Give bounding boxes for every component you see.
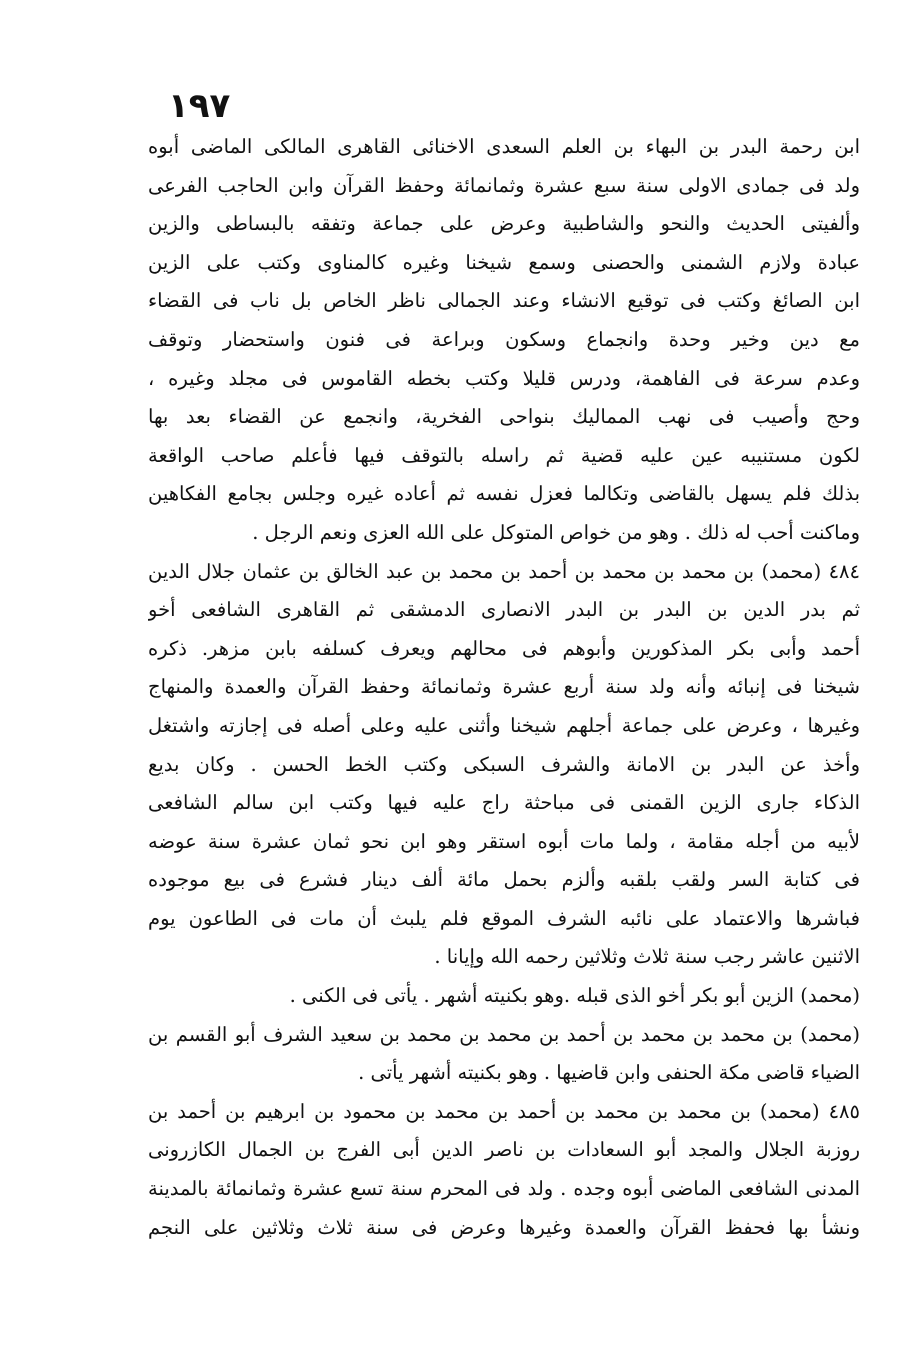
text-line: ونشأ بها فحفظ القرآن والعمدة وغيرها وعرض فى سنة ثلاث وثلاثين على النجم [148,1215,860,1239]
text-line: روزبة الجلال والمجد أبو السعادات بن ناصر الدين أبى الفرج بن الجمال الكازرونى [148,1138,860,1162]
page-number: ١٩٧ [168,86,231,126]
text-line: وغيرها ، وعرض على جماعة أجلهم شيخنا وأثنى عليه وعلى أصله فى إجازته واشتغل [148,713,860,737]
text-line: لأبيه من أجله مقامة ، ولما مات أبوه استقر وهو ابن نحو ثمان عشرة سنة عوضه [148,829,860,853]
text-line: الاثنين عاشر رجب سنة ثلاث وثلاثين رحمه الله وإيانا . [434,945,860,969]
text-line: فباشرها والاعتماد على نائبه الشرف الموقع فلم يلبث أن مات فى الطاعون يوم [148,906,860,930]
text-line: فى كتابة السر ولقب بلقبه وألزم بحمل مائة ألف دينار فشرع فى بيع موجوده [148,868,860,892]
text-line: ٤٨٥ (محمد) بن محمد بن محمد بن أحمد بن محمد بن محمود بن ابرهيم بن أحمد بن [148,1099,860,1123]
text-line: الضياء قاضى مكة الحنفى وابن قاضيها . وهو بكنيته أشهر يأتى . [358,1061,860,1085]
text-line: لكون مستنيبه عين عليه قضية ثم راسله بالتوقف فيها فأعلم صاحب الواقعة [148,443,860,467]
text-line: الذكاء جارى الزين القمنى فى مباحثة راج عليه فيها وكتب ابن سالم الشافعى [148,791,860,815]
body-text [148,128,860,1247]
text-line: ٤٨٤ (محمد) بن محمد بن محمد بن أحمد بن محمد بن عبد الخالق بن عثمان جلال الدين [148,559,860,583]
text-line: (محمد) الزين أبو بكر أخو الذى قبله .وهو بكنيته أشهر . يأتى فى الكنى . [289,984,860,1008]
text-line: وألفيتى الحديث والنحو والشاطبية وعرض على جماعة وتفقه بالبساطى والزين [148,212,860,236]
text-line: ابن رحمة البدر بن البهاء بن العلم السعدى الاخنائى القاهرى المالكى الماضى أبوه [148,135,860,158]
text-line: وماكنت أحب له ذلك . وهو من خواص المتوكل على الله العزى ونعم الرجل . [252,520,860,544]
text-line: عبادة ولازم الشمنى والحصنى وسمع شيخنا وغيره كالمناوى وكتب على الزين [148,250,860,274]
text-line: المدنى الشافعى الماضى أبوه وجده . ولد فى المحرم سنة تسع عشرة وثمانمائة بالمدينة [148,1177,860,1201]
text-line: ثم بدر الدين بن البدر بن البدر الانصارى الدمشقى ثم القاهرى الشافعى أخو [148,598,860,622]
text-line: وأخذ عن البدر بن الامانة والشرف السبكى وكتب الخط الحسن . وكان بديع [148,752,860,776]
text-line: أحمد وأبى بكر المذكورين وأبوهم فى محالهم ويعرف كسلفه بابن مزهر. ذكره [148,636,860,660]
text-line: بذلك فلم يسهل بالقاضى وتكالما فعزل نفسه ثم أعاده غيره وجلس بجامع الفكاهين [148,482,860,506]
text-line: وعدم سرعة فى الفاهمة، ودرس قليلا وكتب بخطه القاموس فى مجلد وغيره ، [148,366,860,390]
text-line: (محمد) بن محمد بن محمد بن أحمد بن محمد بن محمد بن سعيد الشرف أبو القسم بن [148,1022,860,1046]
text-line: شيخنا فى إنبائه وأنه ولد سنة أربع عشرة وثمانمائة وحفظ القرآن والعمدة والمنهاج [148,675,860,699]
text-line: مع دين وخير وحدة وانجماع وسكون وبراعة فى فنون واستحضار وتوقف [148,327,860,351]
text-line: ابن الصائغ وكتب فى توقيع الانشاء وعند الجمالى ناظر الخاص بل ناب فى القضاء [148,289,860,313]
text-line: وحج وأصيب فى نهب المماليك بنواحى الفخرية، وانجمع عن القضاء بعد بها [148,405,860,429]
text-line: ولد فى جمادى الاولى سنة سبع عشرة وثمانمائة وحفظ القرآن وابن الحاجب الفرعى [148,173,860,197]
